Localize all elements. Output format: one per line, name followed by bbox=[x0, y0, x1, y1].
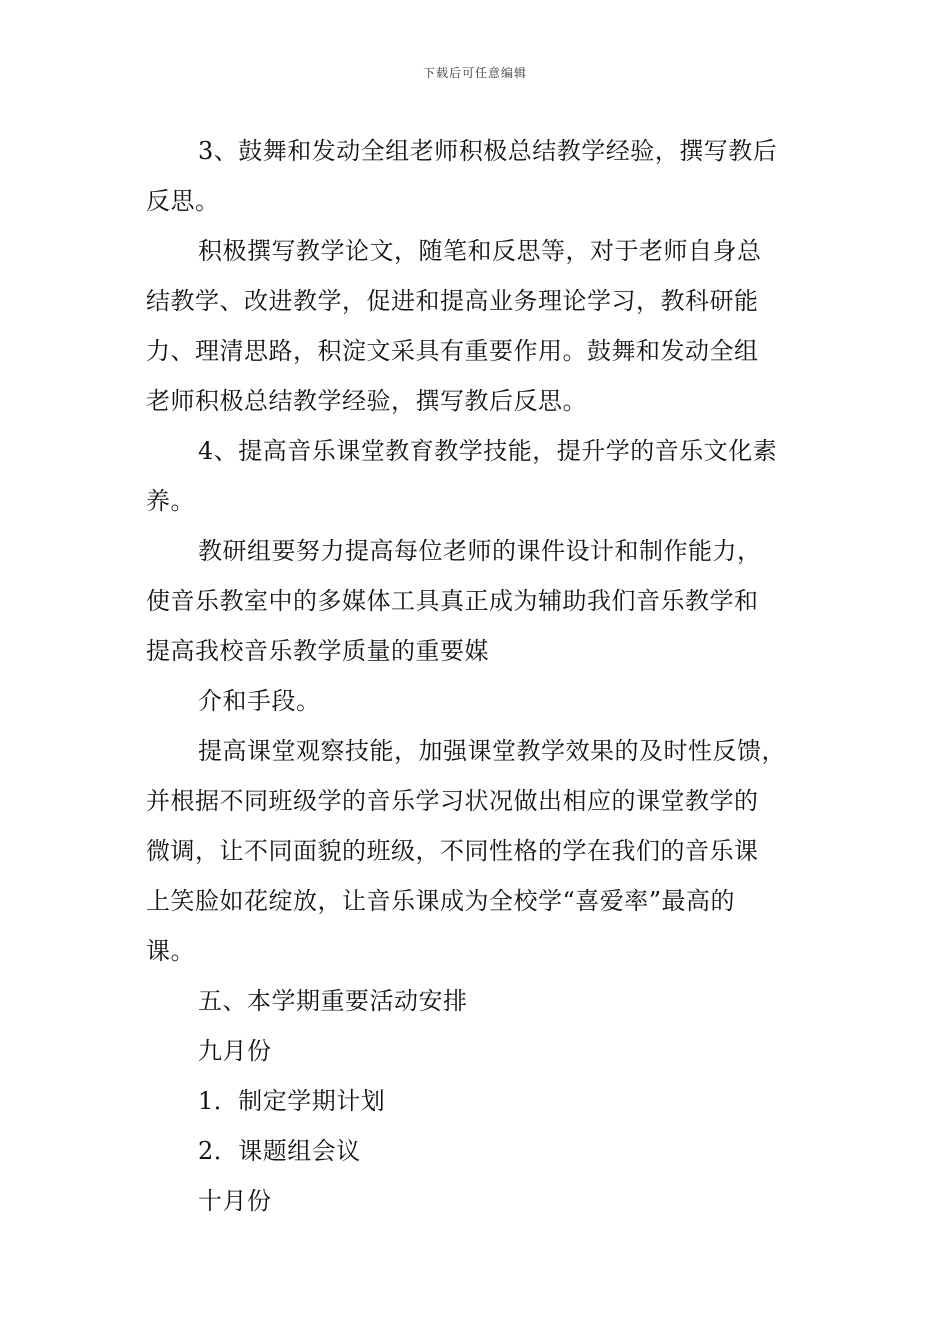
paragraph-line: 3、鼓舞和发动全组老师积极总结教学经验，撰写教后 bbox=[198, 137, 778, 165]
list-item: 2．课题组会议 bbox=[198, 1137, 361, 1165]
page-header-note: 下载后可任意编辑 bbox=[422, 66, 527, 80]
month-heading: 九月份 bbox=[198, 1037, 272, 1065]
paragraph-line: 提高我校音乐教学质量的重要媒 bbox=[146, 637, 489, 665]
paragraph-line: 力、理清思路，积淀文采具有重要作用。鼓舞和发动全组 bbox=[146, 337, 759, 365]
paragraph-line: 教研组要努力提高每位老师的课件设计和制作能力， bbox=[198, 537, 762, 565]
paragraph-line: 提高课堂观察技能，加强课堂教学效果的及时性反馈， bbox=[198, 737, 786, 765]
paragraph-line: 老师积极总结教学经验，撰写教后反思。 bbox=[146, 387, 587, 415]
paragraph-line: 上笑脸如花绽放，让音乐课成为全校学“喜爱率”最高的 bbox=[146, 887, 736, 915]
paragraph-line: 养。 bbox=[146, 487, 195, 515]
list-item: 1．制定学期计划 bbox=[198, 1087, 386, 1115]
paragraph-line: 课。 bbox=[146, 937, 195, 965]
paragraph-line: 微调，让不同面貌的班级，不同性格的学在我们的音乐课 bbox=[146, 837, 759, 865]
month-heading: 十月份 bbox=[198, 1187, 272, 1215]
paragraph-line: 反思。 bbox=[146, 187, 220, 215]
paragraph-line: 结教学、改进教学，促进和提高业务理论学习，教科研能 bbox=[146, 287, 759, 315]
paragraph-line: 并根据不同班级学的音乐学习状况做出相应的课堂教学的 bbox=[146, 787, 759, 815]
document-body bbox=[146, 126, 818, 1226]
paragraph-line: 4、提高音乐课堂教育教学技能，提升学的音乐文化素 bbox=[198, 437, 778, 465]
paragraph-line: 介和手段。 bbox=[198, 687, 321, 715]
paragraph-line: 使音乐教室中的多媒体工具真正成为辅助我们音乐教学和 bbox=[146, 587, 759, 615]
paragraph-line: 积极撰写教学论文，随笔和反思等，对于老师自身总 bbox=[198, 237, 762, 265]
section-heading: 五、本学期重要活动安排 bbox=[198, 987, 468, 1015]
